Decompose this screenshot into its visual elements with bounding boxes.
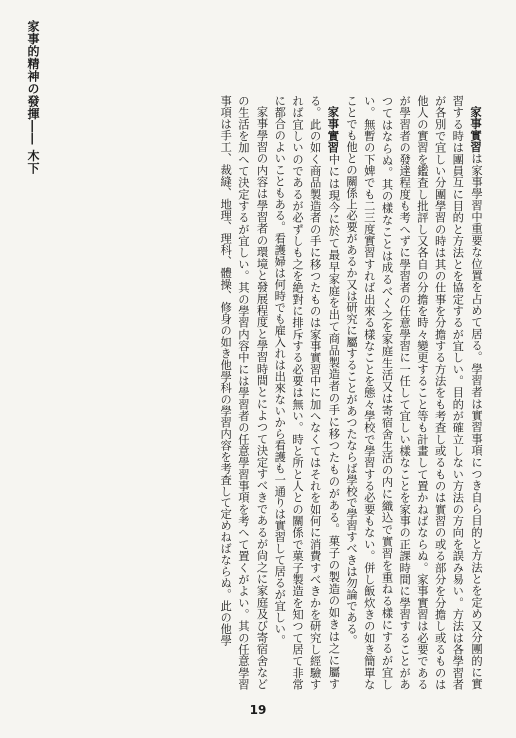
running-head-text: 家事的精神の發揮―― 木下: [26, 20, 40, 175]
paragraph-1-text: は家事學習中重要な位置を占めて居る。學習者は實習事項につき自ら目的と方法とを定め又分團的に實習する時は團員互に目的と方法とを協定するが宜しい。目的が確立しない方法の方向を誤み易い。方法は各學習者が各別で宜しい分團學習の時は其の仕事を分擔する方法をも考査し或るものは實習の或る部分を分擔し或るものは他人の實習を鑑査し批評し又各自の分擔を時々變更すること等も計畫して置かねばならぬ。家事實習は必要であるが學習者の發達程度も考へずに學習者の任意學習に一任して宜しい樣なことを家事の正課時間に學習することがあつてはならぬ。其の樣なことは成るべく之を家庭生活又は寄宿舍生活の内に織込で實習を重ねる樣にするが宜しい。無暫の下婢でも二三度實習すれば出來る樣なことを態々學校で學習する必要もない。併し飯炊きの如き簡單なことでも他との關係上必要があるか又は研究に屬することがあつたならば學校で學習すべきは勿論である。: [345, 95, 483, 690]
paragraph-2-lead: 家事實習: [326, 106, 341, 154]
body-text: [45, 95, 485, 690]
paragraph-3-text: 家事學習の内容は學習者の環境と發展程度と學習時間とによつて決定すべきであるが尙之に家庭及び寄宿舍などの生活を加へて決定するが宜しい。其の學習内容中には學習者の任意學習事項を考へて置くがよい。其の任意學習事項は手工、裁縫、地理、理科、體操、修身の如き他學科の學習内容を考査して定めねばならぬ。此の他學: [219, 95, 269, 690]
paragraph-3: [216, 95, 270, 690]
paragraph-1-lead: 家事實習: [469, 106, 483, 154]
paragraph-2: [271, 95, 343, 690]
page-number: 19: [249, 703, 267, 717]
paragraph-1: [342, 95, 485, 690]
paragraph-2-text: 中には現今に於て最早家庭を出て商品製造者の手に移つたものがある。菓子の製造の如きは之に屬する。此の如く商品製造者の手に移つたものは家事實習中に加へなくてはそれを如何に消費すべきかを研究し經驗すれば宜しいのであるが必ずしも之を絶對に排斥する必要は無い。時と所と人との關係で菓子製造を知つて居て非常に都合のよいこともある。看護婦は何時でも雇入れは出來ないから看護も一通りは實習して居るが宜しい。: [273, 95, 341, 690]
